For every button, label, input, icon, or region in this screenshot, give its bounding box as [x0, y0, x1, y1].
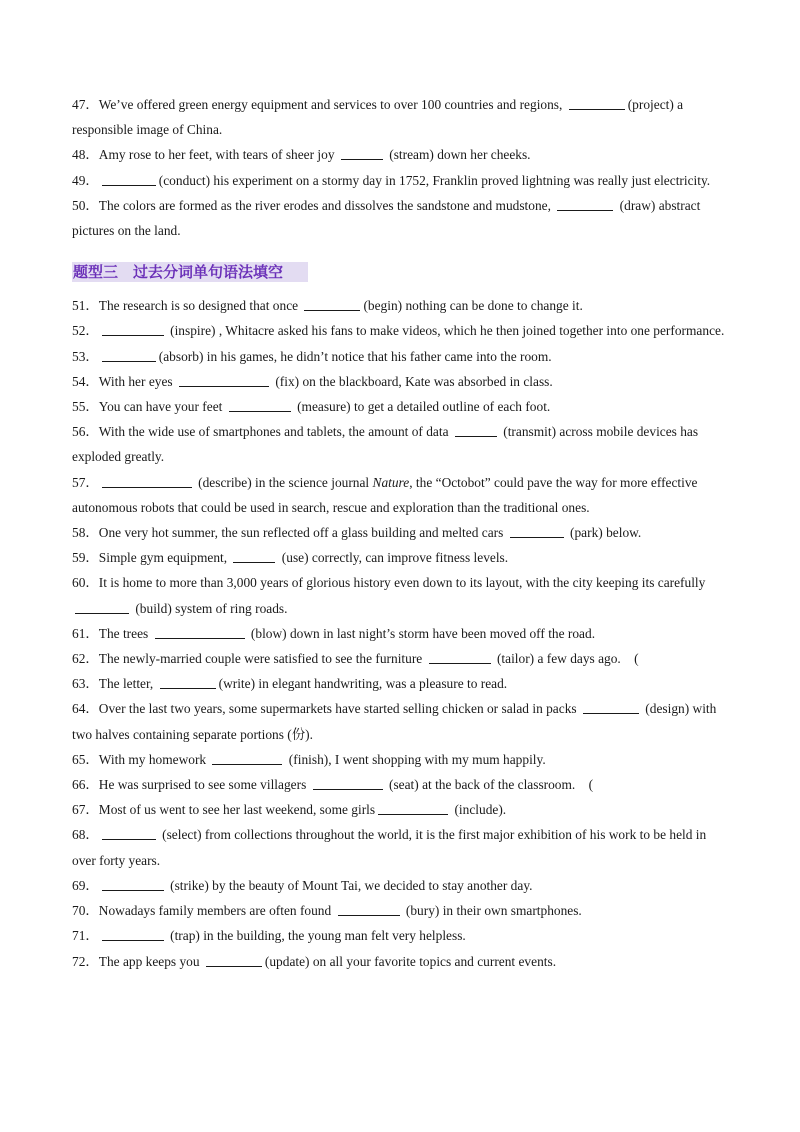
- section-heading-text: 题型三 过去分词单句语法填空: [73, 263, 284, 282]
- question-q67: [72, 797, 732, 822]
- question-text: (measure) to get a detailed outline of each foot.: [293, 399, 551, 415]
- question-q69: [72, 873, 732, 898]
- question-text: 70．Nowadays family members are often found: [72, 903, 335, 919]
- question-text: (design) with two halves containing separate portions (份).: [72, 701, 717, 742]
- question-text: 56．With the wide use of smartphones and tablets, the amount of data: [72, 424, 452, 440]
- answer-blank[interactable]: [102, 321, 164, 336]
- question-text: (select) from collections throughout the world, it is the first major exhibition of his work to be held in over forty years.: [72, 827, 707, 868]
- answer-blank[interactable]: [206, 952, 262, 967]
- question-text: 71．: [72, 928, 99, 944]
- answer-blank[interactable]: [102, 473, 192, 488]
- question-text: (finish), I went shopping with my mum happily.: [285, 751, 546, 767]
- question-q47: [72, 92, 732, 142]
- question-text: 64．Over the last two years, some supermarkets have started selling chicken or salad in packs: [72, 701, 580, 717]
- answer-blank[interactable]: [102, 876, 164, 891]
- question-text: 51．The research is so designed that once: [72, 298, 302, 314]
- question-q55: [72, 394, 732, 419]
- question-text: 57．: [72, 474, 99, 490]
- question-text: (trap) in the building, the young man felt very helpless.: [166, 928, 466, 944]
- question-q71: [72, 923, 732, 948]
- content-area: [72, 92, 732, 974]
- question-q49: [72, 168, 732, 193]
- answer-blank[interactable]: [179, 372, 269, 387]
- answer-blank[interactable]: [102, 171, 156, 186]
- question-q64: [72, 696, 732, 746]
- question-q53: [72, 344, 732, 369]
- question-text: 66．He was surprised to see some villagers: [72, 777, 310, 793]
- question-text: (tailor) a few days ago. (: [493, 651, 639, 667]
- question-text: (stream) down her cheeks.: [385, 147, 531, 163]
- answer-blank[interactable]: [233, 548, 275, 563]
- answer-blank[interactable]: [304, 296, 360, 311]
- question-q48: [72, 142, 732, 167]
- question-text: (use) correctly, can improve fitness levels.: [278, 550, 509, 566]
- question-list-section-2: [72, 92, 732, 243]
- question-text: (fix) on the blackboard, Kate was absorbed in class.: [271, 373, 553, 389]
- answer-blank[interactable]: [160, 674, 216, 689]
- question-q70: [72, 898, 732, 923]
- question-text: 63．The letter,: [72, 676, 157, 692]
- question-text: 67．Most of us went to see her last weekend, some girls: [72, 802, 376, 818]
- question-q58: [72, 520, 732, 545]
- question-text: (draw) abstract pictures on the land.: [72, 197, 701, 239]
- question-text: (conduct) his experiment on a stormy day in 1752, Franklin proved lightning was really just electricity.: [158, 172, 711, 188]
- question-text: (seat) at the back of the classroom. (: [385, 777, 594, 793]
- answer-blank[interactable]: [155, 624, 245, 639]
- question-text: 47．We’ve offered green energy equipment and services to over 100 countries and regions,: [72, 97, 566, 112]
- question-text: 61．The trees: [72, 625, 152, 641]
- question-text: (park) below.: [566, 525, 642, 541]
- question-text: 52．: [72, 323, 99, 339]
- answer-blank[interactable]: [102, 347, 156, 362]
- answer-blank[interactable]: [569, 95, 625, 110]
- question-text: 60．It is home to more than 3,000 years of glorious history even down to its layout, with the city keeping its carefully: [72, 575, 706, 591]
- section-heading: [72, 257, 732, 287]
- answer-blank[interactable]: [557, 196, 613, 211]
- question-text: , the “Octobot” could pave the way for more effective autonomous robots that could be used in search, rescue and exploration than the traditional ones.: [72, 474, 698, 515]
- question-text: (inspire) , Whitacre asked his fans to make videos, which he then joined together into one performance.: [166, 323, 725, 339]
- question-text: 68．: [72, 827, 99, 843]
- question-q72: [72, 949, 732, 974]
- question-text: 72．The app keeps you: [72, 953, 203, 969]
- question-text: (begin) nothing can be done to change it.: [363, 298, 583, 314]
- question-q68: [72, 822, 732, 872]
- question-q60: [72, 570, 732, 620]
- question-text: (bury) in their own smartphones.: [402, 903, 582, 919]
- question-text: 58．One very hot summer, the sun reflected off a glass building and melted cars: [72, 525, 507, 541]
- answer-blank[interactable]: [583, 699, 639, 714]
- answer-blank[interactable]: [102, 926, 164, 941]
- question-q51: [72, 293, 732, 318]
- question-text: (blow) down in last night’s storm have been moved off the road.: [247, 625, 596, 641]
- question-text: 53．: [72, 348, 99, 364]
- question-q65: [72, 747, 732, 772]
- question-text: (strike) by the beauty of Mount Tai, we decided to stay another day.: [166, 877, 533, 893]
- question-q61: [72, 621, 732, 646]
- answer-blank[interactable]: [313, 775, 383, 790]
- answer-blank[interactable]: [429, 649, 491, 664]
- question-text: (build) system of ring roads.: [132, 600, 288, 616]
- question-text: 48．Amy rose to her feet, with tears of sheer joy: [72, 147, 338, 163]
- question-text: 54．With her eyes: [72, 373, 176, 389]
- question-text: (update) on all your favorite topics and current events.: [264, 953, 557, 969]
- answer-blank[interactable]: [341, 145, 383, 160]
- question-text: (absorb) in his games, he didn’t notice that his father came into the room.: [158, 348, 552, 364]
- answer-blank[interactable]: [378, 800, 448, 815]
- question-text: (include).: [451, 802, 507, 818]
- answer-blank[interactable]: [510, 523, 564, 538]
- italic-text: Nature: [372, 474, 410, 490]
- question-text: 55．You can have your feet: [72, 399, 226, 415]
- question-text: 69．: [72, 877, 99, 893]
- answer-blank[interactable]: [212, 750, 282, 765]
- answer-blank[interactable]: [338, 901, 400, 916]
- question-q56: [72, 419, 732, 469]
- question-q59: [72, 545, 732, 570]
- answer-blank[interactable]: [455, 422, 497, 437]
- question-text: (project) a responsible image of China.: [72, 97, 684, 138]
- question-list-section-3: [72, 293, 732, 973]
- question-text: (write) in elegant handwriting, was a pleasure to read.: [218, 676, 508, 692]
- question-text: 59．Simple gym equipment,: [72, 550, 231, 566]
- question-q52: [72, 318, 732, 343]
- question-text: 62．The newly-married couple were satisfied to see the furniture: [72, 651, 426, 667]
- question-q54: [72, 369, 732, 394]
- question-q66: [72, 772, 732, 797]
- answer-blank[interactable]: [229, 397, 291, 412]
- question-q63: [72, 671, 732, 696]
- question-text: 65．With my homework: [72, 751, 210, 767]
- question-q50: [72, 193, 732, 243]
- question-text: (describe) in the science journal: [194, 474, 373, 490]
- question-text: 49．: [72, 172, 99, 188]
- answer-blank[interactable]: [75, 599, 129, 614]
- question-q57: [72, 470, 732, 520]
- question-text: 50．The colors are formed as the river erodes and dissolves the sandstone and mudstone,: [72, 197, 555, 213]
- answer-blank[interactable]: [102, 825, 156, 840]
- question-q62: [72, 646, 732, 671]
- question-text: (transmit) across mobile devices has exploded greatly.: [72, 424, 699, 465]
